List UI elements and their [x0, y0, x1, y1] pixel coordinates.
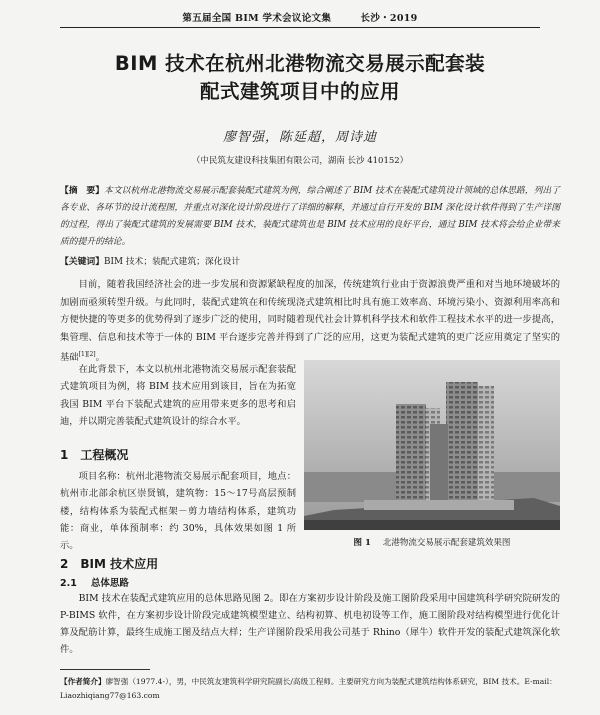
figure-1-caption	[304, 536, 560, 548]
keywords-text: BIM 技术；装配式建筑；深化设计	[104, 257, 241, 267]
subsection-title: 总体思路	[90, 578, 129, 589]
figure-1-rendering	[304, 360, 560, 530]
abstract	[60, 183, 560, 251]
project-overview-paragraph: 项目名称：杭州北港物流交易展示配套项目，地点：杭州市北部余杭区崇贤镇，建筑物：15～17号高层预制楼，结构体系为装配式框架－剪力墙结构体系，建筑功能：商业，单体预制率：约 30%，具体效果如图 1 所示。	[60, 471, 296, 552]
ground	[304, 520, 560, 530]
header-rule	[60, 27, 540, 28]
subsection-number: 2.1	[60, 578, 77, 589]
footnote-label: 【作者简介】	[60, 677, 106, 686]
footnote-rule	[60, 669, 150, 670]
tower-right-face	[446, 382, 478, 504]
footnote-text: 廖智强（1977.4-），男，中民筑友建筑科学研究院副长/高级工程师。主要研究方向为装配式建筑结构体系研究，BIM 技术。E-mail：Liaozhiqiang77@163.com	[60, 677, 557, 700]
tower-back	[430, 424, 448, 504]
section-2-heading: 2 BIM 技术应用	[60, 557, 159, 571]
podium-glass	[364, 500, 514, 510]
running-header: 第五届全国 BIM 学术会议论文集 长沙・2019	[182, 13, 418, 24]
figure-1-label: 图 1	[353, 538, 371, 548]
overall-approach-paragraph: BIM 技术在装配式建筑应用的总体思路见图 2。即在方案初步设计阶段及施工图阶段采用中国建筑科学研究院研发的 P-BIMS 软件，在方案初步设计阶段完成建筑模型建立、结构初算、机电初设等工作，施工图阶段对结构模型进行优化计算及配筋计算，最终生成施工图及结点大样；生产详图阶段采用我公司基于 Rhino（犀牛）软件开发的装配式建筑深化软件。	[60, 593, 560, 655]
keywords	[60, 254, 560, 270]
tower-left-face	[396, 404, 426, 504]
intro-citation: [1][2]	[78, 351, 96, 358]
section-1-heading: 1 工程概况	[60, 448, 129, 462]
intro-paragraph	[60, 276, 560, 367]
author-footnote	[60, 675, 560, 703]
intro-end: 。	[95, 352, 105, 364]
keywords-label: 【关键词】	[60, 257, 104, 267]
subsection-2-1-heading	[60, 575, 129, 589]
authors: 廖智强，陈延超，周诗迪	[222, 130, 377, 145]
abstract-text: 本文以杭州北港物流交易展示配套装配式建筑为例，综合阐述了 BIM 技术在装配式建筑设计领域的总体思路，列出了各专业、各环节的设计流程图，并重点对深化设计阶段进行了详细的解释，并通过自行开发的 BIM 深化设计软件得到了生产详图的过程，得出了装配式建筑的发展需要 BIM 技术，装配式建筑也是 BIM 技术应用的良好平台，通过 BIM 技术将会给企业带来质的提升的结论。	[60, 186, 560, 247]
abstract-label: 【摘 要】	[60, 186, 105, 196]
tower-right-side	[478, 386, 494, 504]
figure-1-caption-text: 北港物流交易展示配套建筑效果图	[382, 538, 511, 548]
affiliation: （中民筑友建设科技集团有限公司，湖南 长沙 410152）	[191, 156, 409, 166]
intro-text: 目前，随着我国经济社会的进一步发展和资源紧缺程度的加深，传统建筑行业由于资源浪费严重和对当地环境破坏的加剧而亟须转型升级。与此同时，装配式建筑在和传统现浇式建筑相比时具有施工效率高、环境污染小、资源利用率高和方便快捷的等更多的优势得到了逐步广泛的使用，同时随着现代社会计算机科学技术和软件工程技术水平的进一步提高，集管理、信息和技术等于一体的 BIM 平台逐步完善并得到了广泛的应用，这更为装配式建筑的更广泛应用奠定了坚实的基础	[60, 279, 560, 364]
background-paragraph: 在此背景下，本文以杭州北港物流交易展示配套装配式建筑项目为例，将 BIM 技术应用到该目，旨在为拓宽我国 BIM 平台下装配式建筑的应用带来更多的思考和启迪，并以期完善装配式建筑设计的综合水平。	[60, 364, 296, 427]
paper-title	[40, 50, 560, 106]
title-line-2: 配式建筑项目中的应用	[199, 80, 400, 103]
title-line-1: BIM 技术在杭州北港物流交易展示配套装	[114, 52, 486, 75]
